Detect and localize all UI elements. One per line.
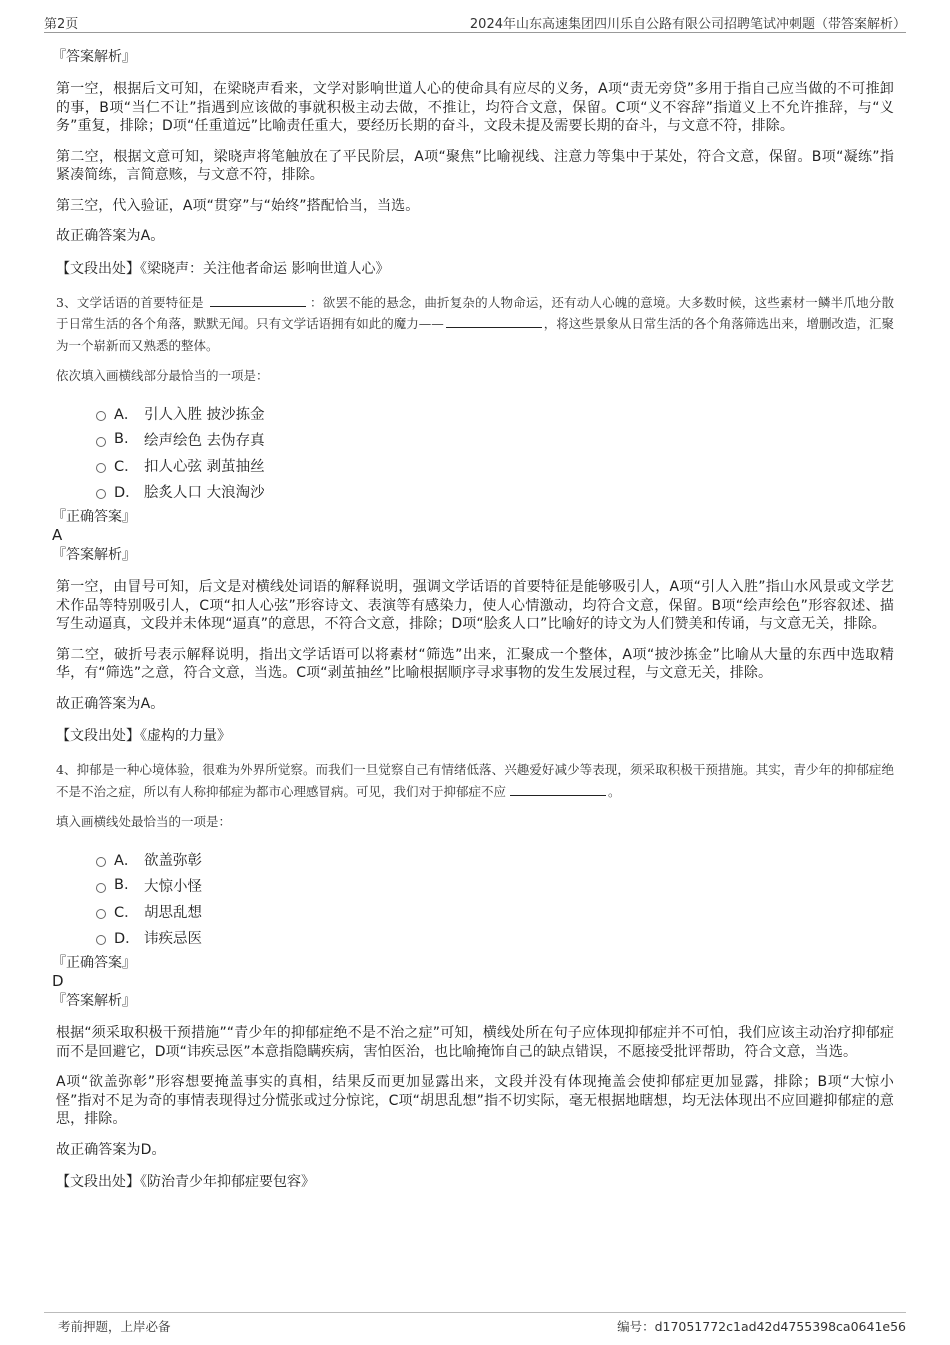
- option-d[interactable]: D． 脍炙人口 大浪淘沙: [96, 478, 894, 504]
- correct-answer-value: D: [52, 972, 64, 990]
- radio-button[interactable]: [96, 935, 106, 945]
- option-d[interactable]: D． 讳疾忌医: [96, 924, 894, 950]
- analysis-paragraph: 第一空，根据后文可知，在梁晓声看来，文学对影响世道人心的使命具有应尽的义务，A项“责无旁贷”多用于指自己应当做的不可推卸的事，B项“当仁不让”指遇到应该做的事就积极主动去做，不推让，均符合文意，保留。C项“义不容辞”指道义上不允许推辞，与“义务”重复，排除；D项“任重道远”比喻责任重大，要经历长期的奋斗，文段未提及需要长期的奋斗，与文意不符，排除。: [56, 81, 894, 134]
- question-3-prompt: 依次填入画横线部分最恰当的一项是：: [56, 368, 269, 383]
- radio-button[interactable]: [96, 883, 106, 893]
- radio-button[interactable]: [96, 909, 106, 919]
- radio-button[interactable]: [96, 437, 106, 447]
- radio-button[interactable]: [96, 411, 106, 421]
- answer-conclusion: 故正确答案为D。: [56, 1141, 166, 1158]
- radio-button[interactable]: [96, 489, 106, 499]
- option-a[interactable]: A． 欲盖弥彰: [96, 846, 894, 872]
- analysis-paragraph: 第一空，由冒号可知，后文是对横线处词语的解释说明，强调文学话语的首要特征是能够吸引人，A项“引人入胜”指山水风景或文学艺术作品等特别吸引人，C项“扣人心弦”形容诗文、表演等有感染力，使人心情激动，均符合文意，保留。B项“绘声绘色”形容叙述、描写生动逼真，文段并未体现“逼真”的意思，不符合文意，排除；D项“脍炙人口”比喻好的诗文为人们赞美和传诵，与文意无关，排除。: [56, 579, 894, 632]
- option-a[interactable]: A． 引人入胜 披沙拣金: [96, 400, 894, 426]
- footer-slogan: 考前押题，上岸必备: [58, 1319, 171, 1334]
- page-number: 第2页: [44, 17, 79, 32]
- option-c[interactable]: C． 扣人心弦 剥茧抽丝: [96, 452, 894, 478]
- page-footer: [44, 1312, 906, 1334]
- analysis-paragraph: 第三空，代入验证，A项“贯穿”与“始终”搭配恰当，当选。: [56, 197, 420, 214]
- analysis-paragraph: A项“欲盖弥彰”形容想要掩盖事实的真相，结果反而更加显露出来，文段并没有体现掩盖会使抑郁症更加显露，排除；B项“大惊小怪”指对不足为奇的事情表现得过分慌张或过分惊诧，C项“胡思乱想”指不切实际，毫无根据地瞎想，均无法体现出不应回避抑郁症的意思，排除。: [56, 1074, 894, 1127]
- radio-button[interactable]: [96, 463, 106, 473]
- document-id: 编号：d17051772c1ad42d4755398ca0641e56: [617, 1319, 906, 1334]
- question-3-stem: 3、文学话语的首要特征是 ：欲罢不能的悬念，曲折复杂的人物命运，还有动人心魄的意境。大多数时候，这些素材一鳞半爪地分散于日常生活的各个角落，默默无闻。只有文学话语拥有如此的魔力—— ，将这些景象从日常生活的各个角落筛选出来，增删改造，汇聚为一个崭新而又熟悉的整体。: [56, 294, 894, 353]
- answer-blank: [210, 294, 306, 307]
- analysis-label: 『答案解析』: [52, 49, 136, 65]
- question-4-prompt: 填入画横线处最恰当的一项是：: [56, 814, 232, 829]
- document-title: 2024年山东高速集团四川乐自公路有限公司招聘笔试冲刺题（带答案解析）: [469, 17, 906, 32]
- correct-answer-label: 『正确答案』: [52, 509, 136, 525]
- option-b[interactable]: B. 绘声绘色 去伪存真: [96, 426, 894, 452]
- radio-button[interactable]: [96, 857, 106, 867]
- source-citation: 【文段出处】《梁晓声：关注他者命运 影响世道人心》: [56, 260, 390, 277]
- analysis-paragraph: 根据“须采取积极干预措施”“青少年的抑郁症绝不是不治之症”可知，横线处所在句子应体现抑郁症并不可怕，我们应该主动治疗抑郁症而不是回避它，D项“讳疾忌医”本意指隐瞒疾病，害怕医治，也比喻掩饰自己的缺点错误，不愿接受批评帮助，符合文意，当选。: [56, 1025, 894, 1060]
- option-c[interactable]: C． 胡思乱想: [96, 898, 894, 924]
- document-body: [52, 44, 894, 1205]
- question-4-stem: 4、抑郁是一种心境体验，很难为外界所觉察。而我们一旦觉察自己有情绪低落、兴趣爱好减少等表现，须采取积极干预措施。其实，青少年的抑郁症绝不是不治之症，所以有人称抑郁症为都市心理感冒病。可见，我们对于抑郁症不应 。: [56, 762, 894, 799]
- answer-conclusion: 故正确答案为A。: [56, 695, 165, 712]
- analysis-label: 『答案解析』: [52, 547, 136, 563]
- question-3-options: [96, 400, 894, 504]
- option-b[interactable]: B. 大惊小怪: [96, 872, 894, 898]
- page-header: [44, 10, 906, 33]
- correct-answer-value: A: [52, 526, 63, 544]
- question-4-options: [96, 846, 894, 950]
- analysis-paragraph: 第二空，破折号表示解释说明，指出文学话语可以将素材“筛选”出来，汇聚成一个整体，A项“披沙拣金”比喻从大量的东西中选取精华，有“筛选”之意，符合文意，当选。C项“剥茧抽丝”比喻根据顺序寻求事物的发生发展过程，与文意无关，排除。: [56, 646, 894, 681]
- analysis-paragraph: 第二空，根据文意可知，梁晓声将笔触放在了平民阶层，A项“聚焦”比喻视线、注意力等集中于某处，符合文意，保留。B项“凝练”指紧凑简练，言简意赅，与文意不符，排除。: [56, 148, 894, 183]
- answer-blank: [446, 315, 542, 328]
- answer-blank: [510, 783, 606, 796]
- correct-answer-label: 『正确答案』: [52, 955, 136, 971]
- source-citation: 【文段出处】《防治青少年抑郁症要包容》: [56, 1174, 315, 1190]
- answer-conclusion: 故正确答案为A。: [56, 228, 165, 244]
- analysis-label: 『答案解析』: [52, 993, 136, 1009]
- source-citation: 【文段出处】《虚构的力量》: [56, 728, 231, 744]
